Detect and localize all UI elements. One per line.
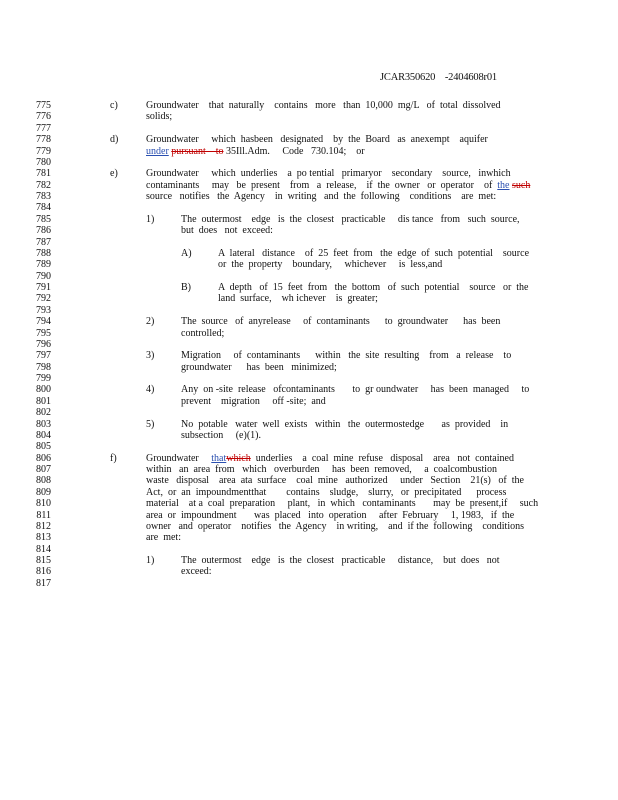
text-run: Groundwater which underlies a po tential primaryor secondary source, inwhich	[146, 168, 511, 180]
line-number: 805	[36, 441, 51, 453]
text-run: underlies a coal mine refuse disposal area not contained	[250, 452, 514, 464]
text-line	[0, 510, 618, 521]
inserted-text: the	[497, 179, 510, 191]
text-line	[0, 555, 618, 566]
list-label: 1)	[146, 555, 155, 566]
line-text	[181, 396, 326, 407]
inserted-text: under	[146, 145, 169, 157]
line-number: 813	[36, 532, 51, 544]
inserted-text: that	[211, 452, 227, 464]
text-line	[0, 123, 618, 134]
line-number: 816	[36, 566, 51, 578]
line-number: 792	[36, 293, 51, 305]
text-run: groundwater has been minimized;	[181, 361, 337, 373]
line-text	[146, 475, 524, 486]
text-line	[0, 146, 618, 157]
text-run: Groundwater that naturally contains more than 10,000 mg/L of total dissolved	[146, 100, 501, 111]
line-text	[218, 282, 529, 293]
line-number: 808	[36, 475, 51, 487]
text-line	[0, 464, 618, 475]
text-line	[0, 441, 618, 452]
line-text	[181, 214, 520, 225]
list-label: 5)	[146, 418, 155, 430]
text-line	[0, 453, 618, 464]
line-number: 776	[36, 111, 51, 123]
line-number: 797	[36, 350, 51, 362]
list-label: A)	[181, 247, 192, 259]
text-line	[0, 521, 618, 532]
list-label: f)	[110, 452, 117, 464]
line-number: 790	[36, 270, 51, 282]
list-label: 2)	[146, 316, 155, 328]
text-line	[0, 396, 618, 407]
text-line	[0, 259, 618, 270]
text-run: but does not exceed:	[181, 225, 273, 237]
line-number: 777	[36, 122, 51, 134]
text-line	[0, 282, 618, 293]
text-run: A lateral distance of 25 feet from the edge of such potential source	[218, 247, 530, 259]
text-run: controlled;	[181, 327, 225, 339]
text-run: or the property boundary, whichever is less,and	[218, 259, 443, 271]
text-run: within an area from which overburden has been removed, a coalcombustion	[146, 464, 498, 475]
line-number: 800	[36, 384, 51, 396]
text-line	[0, 248, 618, 259]
text-run: owner and operator notifies the Agency in writing, and if the following conditions	[146, 520, 524, 532]
text-line	[0, 134, 618, 145]
deleted-text: such	[512, 179, 531, 191]
line-text	[146, 510, 514, 521]
line-number: 788	[36, 247, 51, 259]
list-label: B)	[181, 282, 191, 293]
text-run: exceed:	[181, 566, 212, 578]
text-run: contaminants may be present from a release, if the owner or operator of	[146, 179, 498, 191]
line-text	[181, 328, 224, 339]
deleted-text: which	[226, 452, 251, 464]
line-number: 799	[36, 373, 51, 384]
deleted-text: pursuant to	[171, 145, 224, 157]
text-line	[0, 373, 618, 384]
line-text	[181, 350, 511, 361]
text-run: prevent migration off -site; and	[181, 395, 326, 407]
line-number: 784	[36, 202, 51, 214]
line-text	[181, 316, 500, 327]
list-label: d)	[110, 134, 119, 146]
text-line	[0, 157, 618, 168]
line-text	[146, 191, 496, 202]
line-text	[181, 419, 508, 430]
line-number: 807	[36, 464, 51, 475]
line-number: 782	[36, 179, 51, 191]
text-run: No potable water well exists within the outermostedge as provided in	[181, 418, 509, 430]
text-line	[0, 225, 618, 236]
text-line	[0, 191, 618, 202]
text-line	[0, 100, 618, 111]
list-label: e)	[110, 168, 118, 180]
line-text	[181, 225, 273, 236]
line-text	[218, 248, 529, 259]
line-text	[181, 430, 261, 441]
text-line	[0, 293, 618, 304]
text-line	[0, 316, 618, 327]
line-number: 812	[36, 520, 51, 532]
line-text	[146, 521, 524, 532]
text-run: The outermost edge is the closest practicable dis tance from such source,	[181, 213, 520, 225]
text-line	[0, 168, 618, 179]
text-line	[0, 328, 618, 339]
text-run: Groundwater	[146, 452, 212, 464]
text-run: solids;	[146, 111, 173, 123]
line-number: 786	[36, 225, 51, 237]
text-run: land surface, wh ichever is greater;	[218, 293, 378, 305]
text-line	[0, 111, 618, 122]
line-text	[181, 566, 212, 577]
line-number: 780	[36, 156, 51, 168]
document-id: JCAR350620	[380, 72, 436, 83]
text-line	[0, 202, 618, 213]
line-number: 781	[36, 168, 51, 180]
line-text	[218, 259, 442, 270]
line-text	[146, 453, 514, 464]
line-number: 775	[36, 100, 51, 111]
text-run: waste disposal area ata surface coal mine authorized under Section 21(s) of the	[146, 475, 524, 487]
text-line	[0, 271, 618, 282]
text-line	[0, 566, 618, 577]
text-line	[0, 384, 618, 395]
text-run: Groundwater which hasbeen designated by the Board as anexempt aquifer	[146, 134, 488, 146]
text-run: area or impoundment was placed into operation after February 1, 1983, if the	[146, 509, 515, 521]
line-text	[146, 498, 538, 509]
line-number: 789	[36, 259, 51, 271]
line-number: 817	[36, 577, 51, 589]
line-text	[146, 146, 365, 157]
list-label: 1)	[146, 213, 155, 225]
line-number: 791	[36, 282, 51, 293]
text-run: subsection (e)(1).	[181, 429, 261, 441]
text-line	[0, 350, 618, 361]
line-text	[146, 100, 501, 111]
text-run: source notifies the Agency in writing and the following conditions are met:	[146, 191, 497, 202]
line-text	[146, 464, 497, 475]
line-text	[181, 362, 337, 373]
list-label: c)	[110, 100, 118, 111]
text-run: material at a coal preparation plant, in which contaminants may be present,if such	[146, 498, 539, 510]
text-line	[0, 578, 618, 589]
line-number: 815	[36, 555, 51, 566]
line-number: 814	[36, 543, 51, 555]
line-text	[218, 293, 378, 304]
line-number: 802	[36, 407, 51, 419]
line-number: 795	[36, 327, 51, 339]
text-line	[0, 339, 618, 350]
text-line	[0, 430, 618, 441]
text-line	[0, 362, 618, 373]
line-number: 778	[36, 134, 51, 146]
line-number: 785	[36, 213, 51, 225]
line-text	[146, 487, 506, 498]
text-run: Migration of contaminants within the site resulting from a release to	[181, 350, 512, 362]
text-run: The source of anyrelease of contaminants to groundwater has been	[181, 316, 501, 328]
line-number: 787	[36, 236, 51, 248]
text-line	[0, 544, 618, 555]
line-text	[181, 384, 529, 395]
line-number: 811	[36, 509, 51, 521]
line-number: 809	[36, 486, 51, 498]
document-version: -2404608r01	[444, 72, 497, 83]
text-line	[0, 305, 618, 316]
list-label: 4)	[146, 384, 155, 396]
text-run: The outermost edge is the closest practicable distance, but does not	[181, 555, 500, 566]
text-run: A depth of 15 feet from the bottom of such potential source or the	[218, 282, 529, 293]
text-run: are met:	[146, 532, 181, 544]
text-line	[0, 498, 618, 509]
line-text	[146, 180, 530, 191]
text-line	[0, 237, 618, 248]
line-number: 783	[36, 191, 51, 202]
line-number: 801	[36, 395, 51, 407]
text-run: Any on -site release ofcontaminants to gr oundwater has been managed to	[181, 384, 530, 396]
line-number: 779	[36, 145, 51, 157]
line-text	[146, 168, 511, 179]
text-line	[0, 180, 618, 191]
text-run: Act, or an impoundmentthat contains sludge, slurry, or precipitated process	[146, 486, 507, 498]
line-number: 806	[36, 452, 51, 464]
line-number: 804	[36, 429, 51, 441]
line-number: 798	[36, 361, 51, 373]
line-number: 796	[36, 338, 51, 350]
text-line	[0, 407, 618, 418]
line-text	[146, 111, 172, 122]
text-line	[0, 214, 618, 225]
line-text	[146, 134, 488, 145]
line-number: 803	[36, 418, 51, 430]
line-number: 794	[36, 316, 51, 328]
line-text	[146, 532, 181, 543]
document-body	[0, 100, 618, 589]
line-number: 793	[36, 304, 51, 316]
text-line	[0, 475, 618, 486]
list-label: 3)	[146, 350, 155, 362]
text-line	[0, 487, 618, 498]
line-text	[181, 555, 500, 566]
text-line	[0, 419, 618, 430]
text-run: 35Ill.Adm. Code 730.104; or	[223, 145, 365, 157]
line-number: 810	[36, 498, 51, 510]
document-header	[380, 72, 497, 83]
text-line	[0, 532, 618, 543]
